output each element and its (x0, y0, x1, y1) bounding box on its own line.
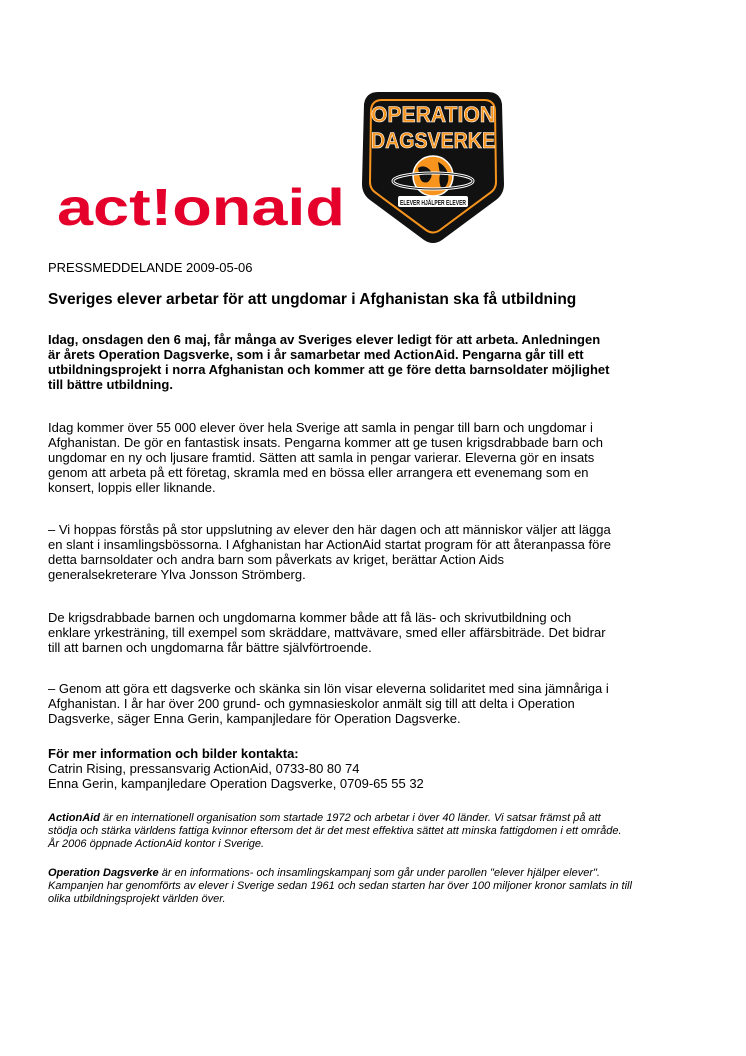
lead-line: Idag, onsdagen den 6 maj, får många av Sveriges elever ledigt för att arbeta. Anledningen (48, 332, 601, 347)
body-line: – Genom att göra ett dagsverke och skänka sin lön visar eleverna solidaritet med sina jämnåriga i (48, 681, 609, 696)
fine-line: olika utbildningsprojekt världen över. (48, 893, 226, 905)
contact-heading: För mer information och bilder kontakta: (48, 746, 299, 761)
fine-line: Kampanjen har genomförts av elever i Sverige sedan 1961 och sedan starten har över 100 miljoner kronor samlats in till (48, 880, 632, 892)
fine-line (48, 812, 698, 825)
fine-text: är en internationell organisation som startade 1972 och arbetar i över 40 länder. Vi satsar främst på att (99, 812, 601, 824)
body-line: till att barnen och ungdomarna får bättre självförtroende. (48, 640, 372, 655)
lead-line: till bättre utbildning. (48, 377, 173, 392)
body-line: enklare yrkesträning, till exempel som skräddare, mattvävare, smed eller affärsbiträde. Det bidrar (48, 625, 606, 640)
body-line: detta barnsoldater och andra barn som påverkats av kriget, berättar Action Aids (48, 552, 504, 567)
body-line: – Vi hoppas förstås på stor uppslutning av elever den här dagen och att människor väljer att lägga (48, 522, 611, 537)
body-line: konsert, loppis eller liknande. (48, 480, 216, 495)
lead-line: utbildningsprojekt i norra Afghanistan och kommer att ge före detta barnsoldater möjlighet (48, 362, 610, 377)
fine-line (48, 867, 698, 880)
body-line: en slant i insamlingsbössorna. I Afghanistan har ActionAid startat program för att återanpassa före (48, 537, 611, 552)
lead-line: är årets Operation Dagsverke, som i år samarbetar med ActionAid. Pengarna går till ett (48, 347, 584, 362)
od-logo-tagline: ELEVER HJÄLPER ELEVER (400, 200, 493, 207)
body-paragraph-4 (48, 681, 698, 726)
actionaid-logo-text: act!onaid (57, 183, 345, 233)
actionaid-logo (57, 183, 347, 233)
body-paragraph-3 (48, 610, 698, 655)
fine-line: stödja och stärka världens fattiga kvinnor eftersom det är det mest effektiva sättet att minska fattigdomen i ett område. (48, 825, 622, 837)
fine-text: är en informations- och insamlingskampanj som går under parollen "elever hjälper elever". (158, 867, 600, 879)
body-line: Afghanistan. I år har över 200 grund- och gymnasieskolor anmält sig till att delta i Operation (48, 696, 575, 711)
fine-line: År 2006 öppnade ActionAid kontor i Sverige. (48, 838, 265, 850)
od-logo-line1: OPERATION (371, 102, 495, 127)
body-paragraph-1 (48, 420, 698, 495)
operation-dagsverke-boilerplate (48, 867, 698, 906)
body-line: Dagsverke, säger Enna Gerin, kampanjledare för Operation Dagsverke. (48, 711, 461, 726)
body-line: genom att arbeta på ett företag, skramla med en bössa eller arrangera ett evenemang som en (48, 465, 589, 480)
operation-dagsverke-brand: Operation Dagsverke (48, 867, 159, 879)
headline: Sveriges elever arbetar för att ungdomar i Afghanistan ska få utbildning (48, 291, 577, 308)
contact-block (48, 746, 698, 791)
dateline: PRESSMEDDELANDE 2009-05-06 (48, 260, 253, 275)
body-line: ungdomar en ny och ljusare framtid. Sätten att samla in pengar varierar. Eleverna gör en insats (48, 450, 595, 465)
operation-dagsverke-logo (358, 86, 508, 246)
body-paragraph-2 (48, 522, 698, 582)
body-line: Idag kommer över 55 000 elever över hela Sverige att samla in pengar till barn och ungdomar i (48, 420, 593, 435)
actionaid-brand: ActionAid (48, 812, 100, 824)
body-line: Afghanistan. De gör en fantastisk insats. Pengarna kommer att ge tusen krigsdrabbade barn och (48, 435, 603, 450)
body-line: generalsekreterare Ylva Jonsson Strömberg. (48, 567, 306, 582)
body-line: De krigsdrabbade barnen och ungdomarna kommer både att få läs- och skrivutbildning och (48, 610, 572, 625)
contact-line: Catrin Rising, pressansvarig ActionAid, 0733-80 80 74 (48, 761, 360, 776)
lead-paragraph (48, 332, 698, 392)
contact-line: Enna Gerin, kampanjledare Operation Dagsverke, 0709-65 55 32 (48, 776, 424, 791)
actionaid-boilerplate (48, 812, 698, 851)
od-logo-line2: DAGSVERKE (371, 128, 495, 153)
